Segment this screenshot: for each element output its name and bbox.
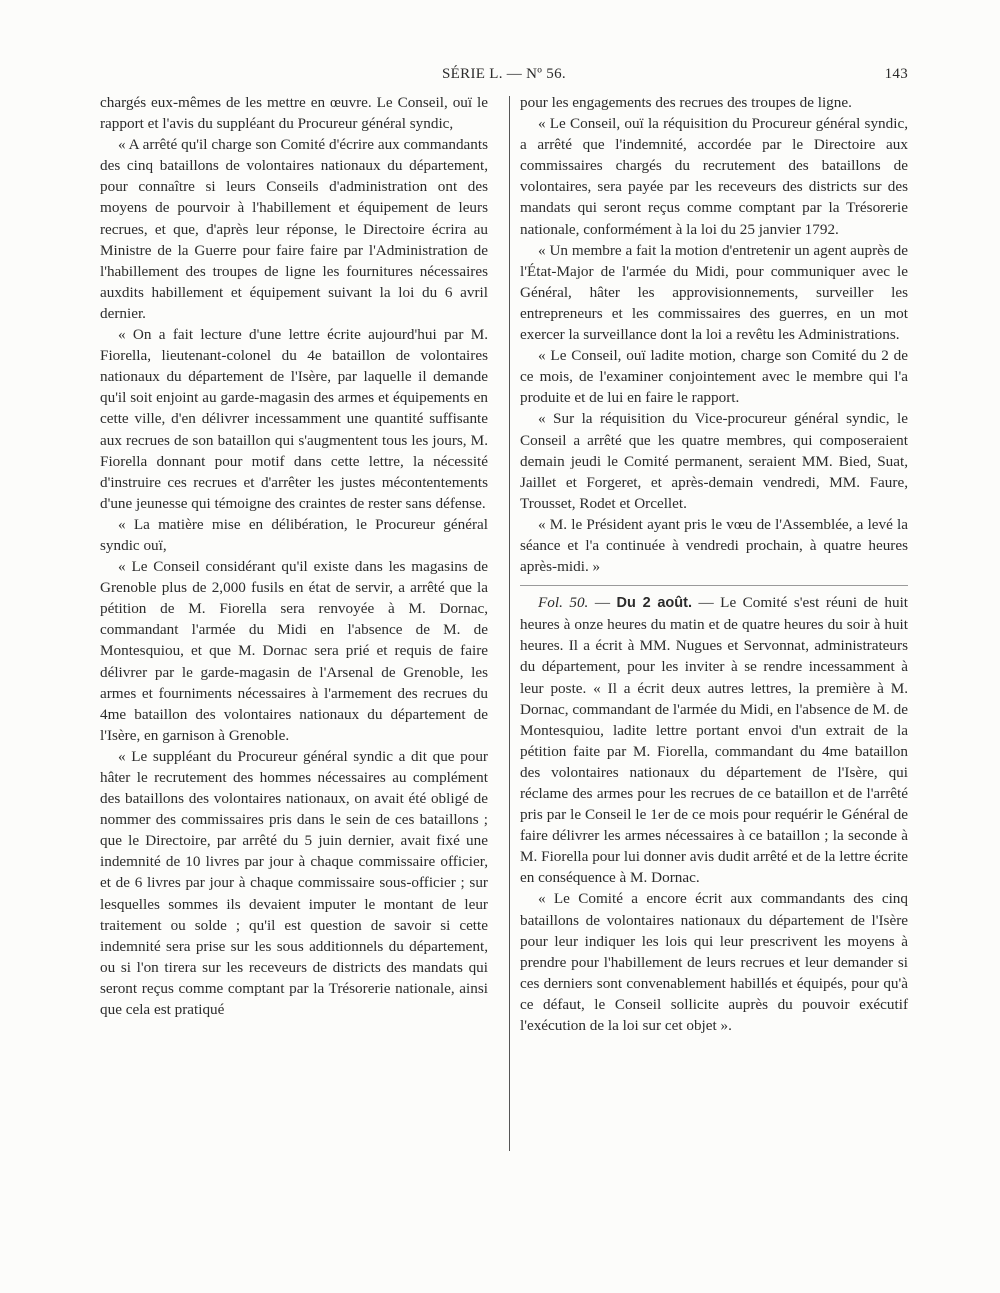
entry-paragraph [520,592,908,888]
paragraph: « Le Conseil, ouï ladite motion, charge son Comité du 2 de ce mois, de l'examiner conjointement avec le membre qui l'a produite et de lui en faire le rapport. [520,347,908,407]
column-divider [509,96,510,1151]
paragraph: « On a fait lecture d'une lettre écrite aujourd'hui par M. Fiorella, lieutenant-colonel du 4e bataillon de volontaires nationaux du département de l'Isère, par laquelle il demande qu'il soit enjoint au garde-magasin des armes et équipements en cette ville, d'en délivrer incessamment une quantité suffisante aux recrues de son bataillon qui s'augmentent tous les jours, M. Fiorella donnant pour motif dans cette lettre, la nécessité d'instruire ces recrues et d'arrêter les justes mécontentements d'une jeunesse qui témoigne des craintes de rester sans défense. [100,326,488,512]
right-column [520,92,908,1036]
paragraph: « La matière mise en délibération, le Procureur général syndic ouï, [100,515,488,554]
paragraph: « Le suppléant du Procureur général syndic a dit que pour hâter le recrutement des hommes nécessaires au complément des bataillons des volontaires nationaux, on avait été obligé de nommer des commissaires pris dans le sein de ces bataillons ; que le Directoire, par arrêté du 5 juin dernier, avait fixé une indemnité de 10 livres par jour à chaque commissaire officier, et de 6 livres par jour à chaque commissaire sous-officier ; sur lesquelles sommes ils devaient imputer le montant de leur traitement ou solde ; qu'il est question de savoir si cette indemnité sera prise sur les sous additionnels du département, ou si l'on tirera sur les receveurs de districts des mandats qui seront reçus comme comptant par la Trésorerie nationale, ainsi que cela est pratiqué [100,747,488,1019]
entry-dash: — [588,594,617,612]
series-title: SÉRIE L. — Nº 56. [442,66,566,82]
paragraph: « Le Conseil considérant qu'il existe dans les magasins de Grenoble plus de 2,000 fusils en état de servir, a arrêté que la pétition de M. Fiorella sera renvoyée à M. Dornac, commandant l'armée du Midi en l'absence de M. de Montesquiou, et que M. Dornac sera prié et requis de faire délivrer par le garde-magasin de l'Arsenal de Grenoble, les armes et fourniments nécessaires à l'armement des recrues du 4me bataillon des volontaires nationaux du département de l'Isère, en garnison à Grenoble. [100,558,488,744]
paragraph: « M. le Président ayant pris le vœu de l'Assemblée, a levé la séance et l'a continuée à vendredi prochain, à quatre heures après-midi. » [520,515,908,576]
dated-entry [520,585,908,1036]
page-number: 143 [884,66,908,82]
paragraph: « Le Conseil, ouï la réquisition du Procureur général syndic, a arrêté que l'indemnité, accordée par le Directoire aux commissaires chargés du recrutement des bataillons de volontaires, sera payée par les receveurs des districts sur des mandats qui seront reçus comme comptant par la Trésorerie nationale, conformément à la loi du 25 janvier 1792. [520,115,908,238]
folio-ref: Fol. 50. [538,594,589,612]
paragraph: « A arrêté qu'il charge son Comité d'écrire aux commandants des cinq bataillons de volontaires nationaux du département, pour connaître si leurs Conseils d'administration ont des moyens de pourvoir à l'habillement et équipement de leurs recrues, et que, d'après leur réponse, le Directoire écrira au Ministre de la Guerre pour faire faire par l'Administration de l'habillement des troupes de ligne les fournitures nécessaires auxdits habillement et équipement suivant la loi du 6 avril dernier. [100,136,488,322]
page-header [100,66,908,88]
paragraph: chargés eux-mêmes de les mettre en œuvre. Le Conseil, ouï le rapport et l'avis du suppléant du Procureur général syndic, [100,94,488,133]
left-column [100,92,488,1020]
paragraph: pour les engagements des recrues des troupes de ligne. [520,94,852,111]
entry-date: Du 2 août. [616,595,692,612]
paragraph: « Le Comité a encore écrit aux commandants des cinq bataillons de volontaires nationaux du département de l'Isère pour leur indiquer les lois qui leur prescrivent les moyens à prendre pour l'habillement de leurs recrues et leur demander si ces derniers sont convenablement habillés et équipés, pour qu'à ce défaut, le Conseil sollicite auprès du pouvoir exécutif l'exécution de la loi sur cet objet ». [520,890,908,1035]
entry-text: Le Comité s'est réuni de huit heures à onze heures du matin et de quatre heures du soir à huit heures. Il a écrit à MM. Nugues et Servonnat, administrateurs du département, pour les inviter à se rendre incessamment à leur poste. « Il a écrit deux autres lettres, la première à M. Dornac, commandant de l'armée du Midi, en l'absence de M. de Montesquiou, ladite lettre portant envoi d'un extrait de la pétition faite par M. Fiorella, commandant du 4me bataillon des volontaires nationaux du département de l'Isère, qui réclame des armes pour les recrues de ce bataillon et de l'arrêté pris par le Conseil le 1er de ce mois pour requérir le Général de faire délivrer les armes nécessaires à ce bataillon ; la seconde à M. Fiorella pour lui donner avis dudit arrêté et de la lettre écrite en conséquence à M. Dornac. [520,594,909,887]
entry-dash: — [692,594,721,612]
paragraph: « Sur la réquisition du Vice-procureur général syndic, le Conseil a arrêté que les quatre membres, qui composeraient demain jeudi le Comité permanent, seraient MM. Bied, Suat, Jaillet et Forgeret, et après-demain vendredi, MM. Faure, Trousset, Rodet et Orcellet. [520,410,908,512]
paragraph: « Un membre a fait la motion d'entretenir un agent auprès de l'État-Major de l'armée du Midi, pour communiquer avec le Général, hâter les approvisionnements, surveiller les entrepreneurs et les commissaires des guerres, en un mot exercer la surveillance dont la loi a revêtu les Administrations. [520,241,908,344]
